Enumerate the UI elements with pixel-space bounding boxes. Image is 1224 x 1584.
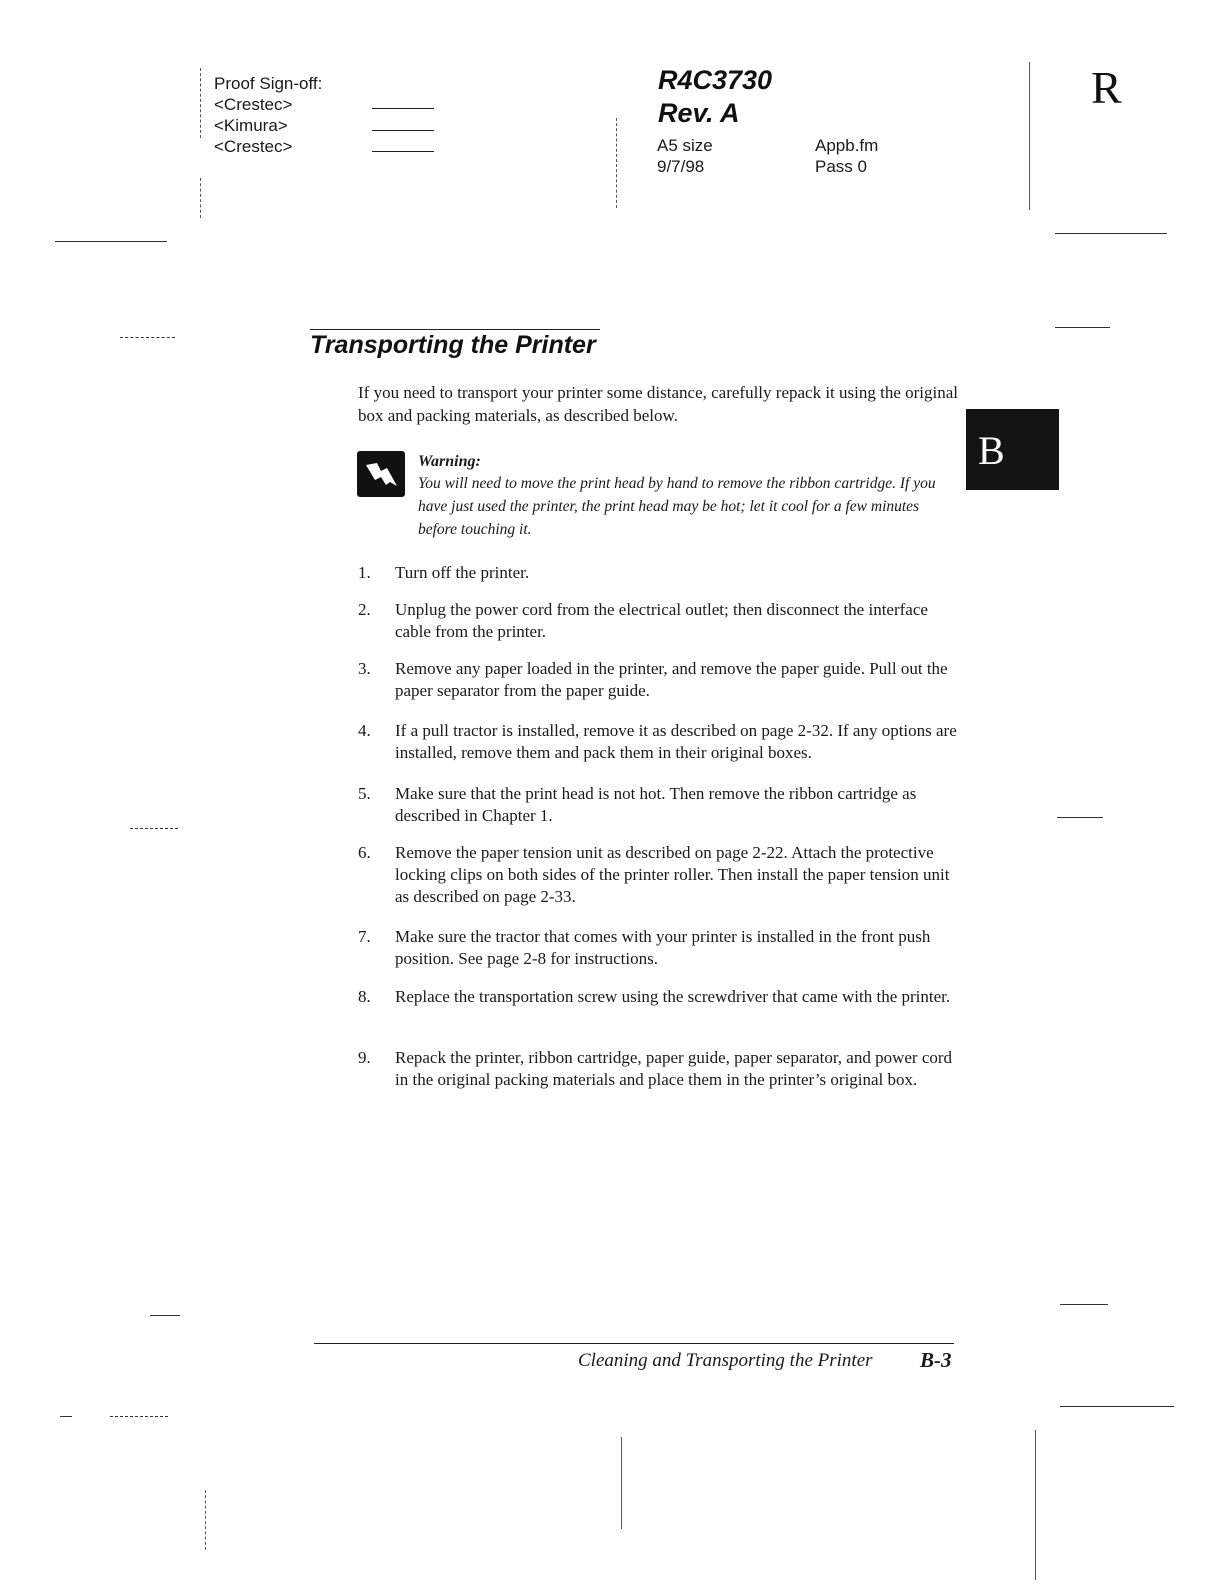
- proof-label: Proof Sign-off:: [214, 74, 323, 93]
- proof-signoff-block: [214, 73, 322, 157]
- crop-mark: [1035, 1430, 1036, 1580]
- intro-paragraph: If you need to transport your printer some distance, carefully repack it using the original box and packing materials, as described below.: [358, 383, 959, 425]
- step-number: 1.: [358, 563, 371, 582]
- crop-mark: [130, 828, 178, 829]
- step-text: Make sure that the print head is not hot. Then remove the ribbon cartridge as described in Chapter 1.: [395, 784, 917, 825]
- signoff-name: <Crestec>: [214, 137, 293, 156]
- signature-line: [372, 151, 434, 152]
- file-name: Appb.fm: [815, 136, 879, 155]
- meta-left: [657, 135, 713, 177]
- crop-mark: [621, 1437, 622, 1529]
- step-number: 2.: [358, 600, 371, 619]
- step-number: 6.: [358, 843, 371, 862]
- step-text: Unplug the power cord from the electrical outlet; then disconnect the interface cable from the printer.: [395, 600, 928, 641]
- meta-right: [815, 135, 878, 177]
- document-code: R4C3730: [658, 65, 773, 95]
- step-number: 7.: [358, 927, 371, 946]
- step-number: 5.: [358, 784, 371, 803]
- warning-title: Warning:: [418, 453, 481, 470]
- crop-mark: [1057, 817, 1103, 818]
- step-text: Repack the printer, ribbon cartridge, paper guide, paper separator, and power cord in the original packing materials and place them in the printer’s original box.: [395, 1048, 953, 1089]
- footer-chapter-title: Cleaning and Transporting the Printer: [578, 1350, 873, 1371]
- step-text: Make sure the tractor that comes with your printer is installed in the front push position. See page 2-8 for instructions.: [395, 927, 931, 968]
- document-date: 9/7/98: [657, 157, 705, 176]
- footer-rule: [314, 1343, 954, 1344]
- step-number: 9.: [358, 1048, 371, 1067]
- crop-mark: [1029, 62, 1030, 210]
- crop-mark: [200, 68, 201, 138]
- corner-letter: R: [1091, 62, 1122, 113]
- document-revision: Rev. A: [658, 98, 740, 128]
- crop-mark: [55, 241, 167, 242]
- document-code-block: [658, 64, 772, 130]
- crop-mark: [200, 178, 201, 218]
- pass-number: Pass 0: [815, 157, 867, 176]
- crop-mark: [1060, 1304, 1108, 1305]
- chapter-tab: [966, 409, 1059, 490]
- crop-mark: [120, 337, 175, 338]
- signoff-name: <Kimura>: [214, 116, 288, 135]
- section-title: Transporting the Printer: [310, 331, 596, 359]
- warning-lightning-icon: [357, 451, 405, 497]
- crop-mark: [60, 1416, 72, 1417]
- page-size: A5 size: [657, 136, 713, 155]
- footer-page-number: B-3: [920, 1348, 952, 1372]
- step-text: Remove any paper loaded in the printer, and remove the paper guide. Pull out the paper separator from the paper guide.: [395, 659, 948, 700]
- step-text: Replace the transportation screw using the screwdriver that came with the printer.: [395, 987, 951, 1006]
- step-number: 8.: [358, 987, 371, 1006]
- step-text: If a pull tractor is installed, remove it as described on page 2-32. If any options are installed, remove them and pack them in their original boxes.: [395, 721, 957, 762]
- warning-text: You will need to move the print head by hand to remove the ribbon cartridge. If you have just used the printer, the print head may be hot; let it cool for a few minutes before touching it.: [418, 475, 936, 538]
- crop-mark: [1055, 327, 1110, 328]
- crop-mark: [1055, 233, 1167, 234]
- crop-mark: [205, 1490, 206, 1550]
- crop-mark: [616, 118, 617, 208]
- step-number: 3.: [358, 659, 371, 678]
- signoff-name: <Crestec>: [214, 95, 293, 114]
- step-text: Remove the paper tension unit as described on page 2-22. Attach the protective locking clips on both sides of the printer roller. Then install the paper tension unit as described on page 2-33.: [395, 843, 950, 906]
- crop-mark: [1060, 1406, 1174, 1407]
- signature-line: [372, 130, 434, 131]
- step-number: 4.: [358, 721, 371, 740]
- crop-mark: [150, 1315, 180, 1316]
- crop-mark: [110, 1416, 168, 1417]
- chapter-tab-letter: B: [978, 428, 1005, 473]
- step-text: Turn off the printer.: [395, 563, 530, 582]
- signature-line: [372, 108, 434, 109]
